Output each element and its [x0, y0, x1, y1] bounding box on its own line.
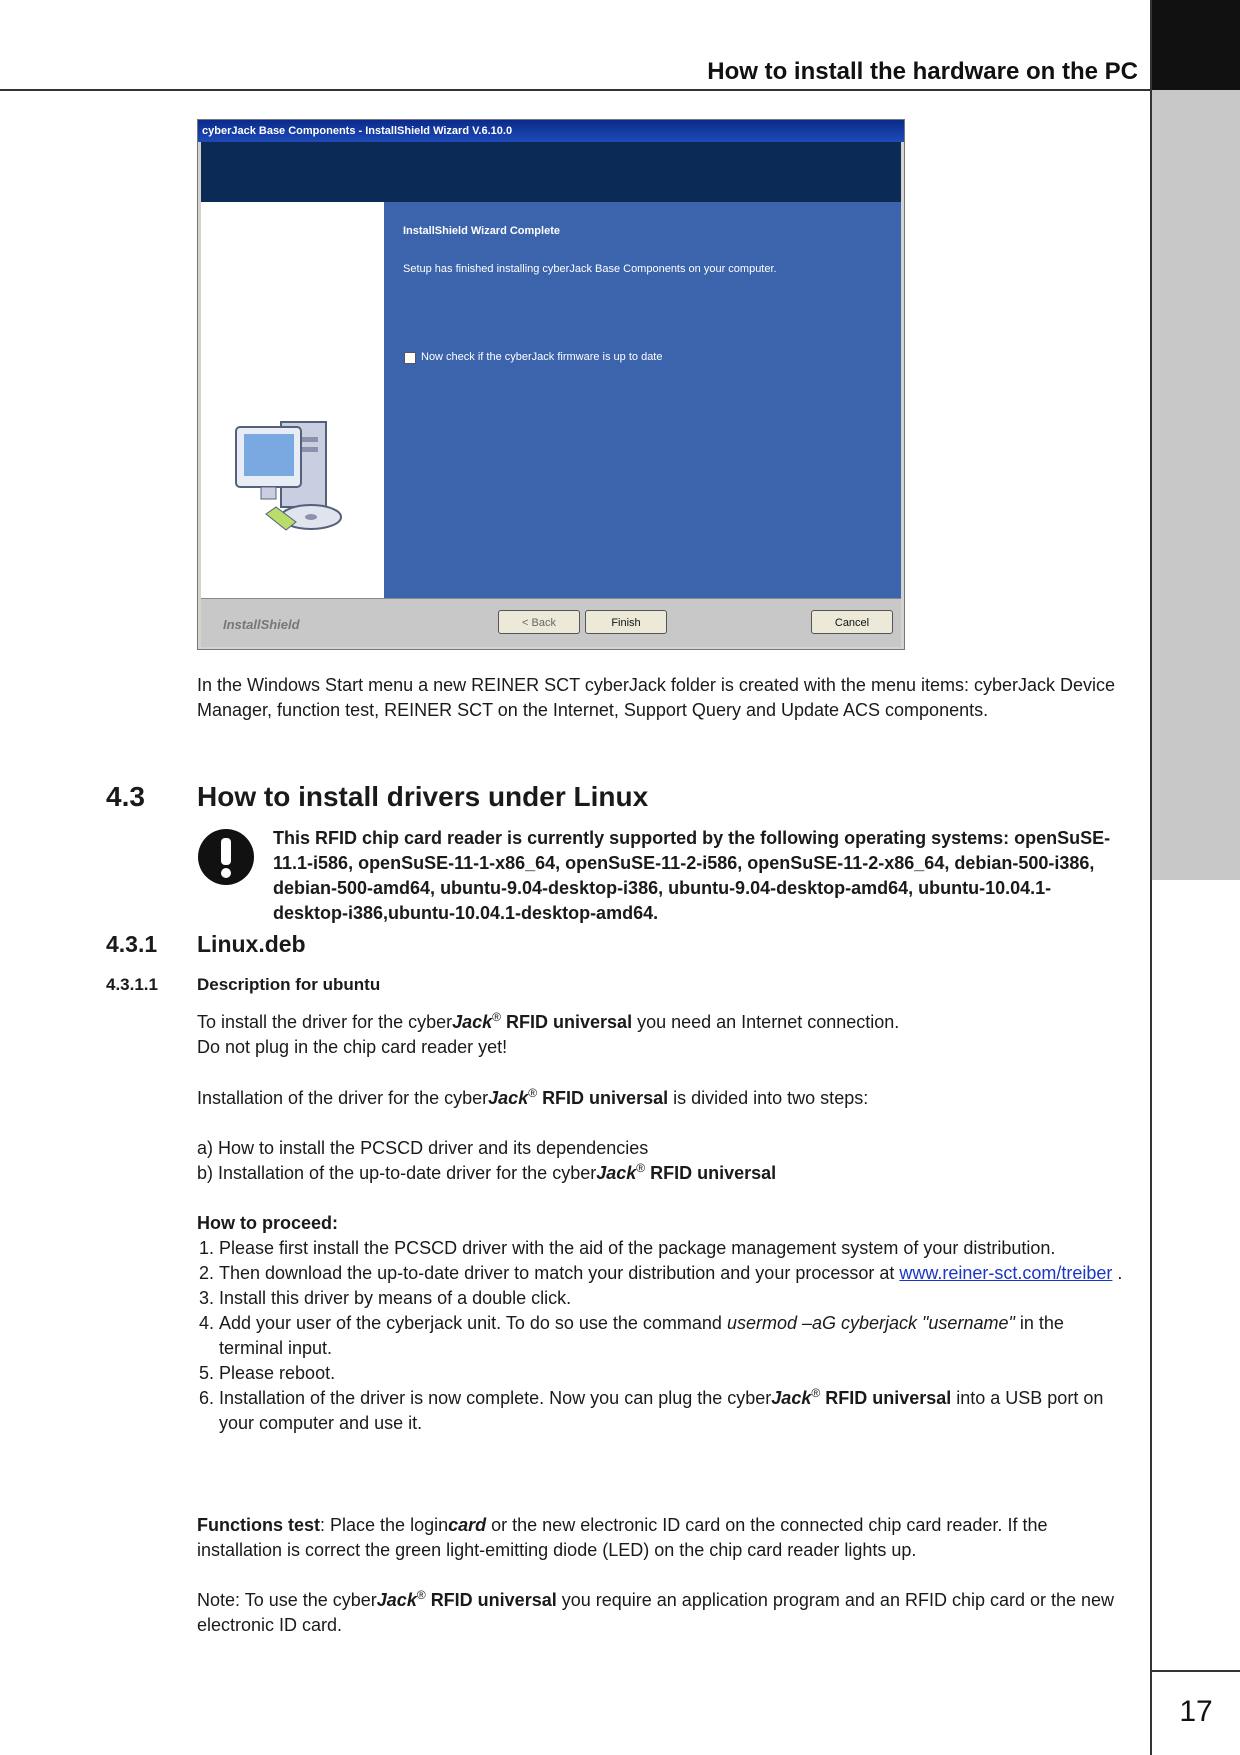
- sidebar-tab-black: [1152, 0, 1240, 90]
- subsection-title: Linux.deb: [197, 931, 306, 957]
- wizard-heading: InstallShield Wizard Complete: [403, 225, 560, 237]
- page-number: 17: [1179, 1695, 1213, 1728]
- proceed-section: [197, 1211, 1127, 1436]
- list-item: 2. Then download the up-to-date driver to match your distribution and your processor at www.reiner-sct.com/treiber .: [219, 1261, 1127, 1286]
- installer-screenshot: [197, 119, 905, 650]
- subsubsection-title: Description for ubuntu: [197, 975, 381, 994]
- functions-test-paragraph: Functions test: Place the logincard or the new electronic ID card on the connected chip card reader. If the installation is correct the green light-emitting diode (LED) on the chip card reader lights up.: [197, 1515, 1048, 1560]
- list-item: 6. Installation of the driver is now complete. Now you can plug the cyberJack® RFID universal into a USB port on your computer and use it.: [219, 1386, 1127, 1436]
- cancel-button[interactable]: Cancel: [811, 610, 893, 634]
- proceed-list: [197, 1236, 1127, 1436]
- wizard-main-panel: [384, 202, 901, 598]
- window-titlebar: cyberJack Base Components - InstallShield Wizard V.6.10.0: [198, 120, 904, 142]
- firmware-check-checkbox[interactable]: [404, 352, 416, 364]
- os-support-warning: This RFID chip card reader is currently supported by the following operating systems: openSuSE-11.1-i586, openSuSE-11-1-x86_64, openSuSE-11-2-i586, openSuSE-11-2-x86_64, debian-500-i386, debian-500-amd64, ubuntu-9.04-desktop-i386, ubuntu-9.04-desktop-amd64, ubuntu-10.04.1-desktop-i386,ubuntu-10.04.1-desktop-amd64.: [273, 828, 1111, 923]
- step-a: a) How to install the PCSCD driver and its dependencies: [197, 1138, 649, 1158]
- installshield-logo: InstallShield: [223, 617, 300, 632]
- sidebar-tab-grey: [1152, 90, 1240, 880]
- finish-button[interactable]: Finish: [585, 610, 667, 634]
- wizard-description: Setup has finished installing cyberJack Base Components on your computer.: [403, 263, 777, 275]
- proceed-heading: How to proceed:: [197, 1213, 339, 1233]
- section-title: How to install drivers under Linux: [197, 781, 649, 812]
- paragraph-two-steps: Installation of the driver for the cyberJack® RFID universal is divided into two steps:: [197, 1086, 869, 1108]
- computer-icon: [226, 412, 356, 542]
- list-item: 3. Install this driver by means of a double click.: [219, 1286, 1127, 1311]
- subsubsection-number: 4.3.1.1: [106, 975, 158, 994]
- page-header-title: How to install the hardware on the PC: [707, 58, 1138, 85]
- page-number-divider: [1152, 1670, 1240, 1672]
- wizard-side-panel: [201, 202, 384, 598]
- back-button[interactable]: < Back: [498, 610, 580, 634]
- sidebar-rule: [1150, 0, 1152, 1755]
- step-b: b) Installation of the up-to-date driver for the cyberJack® RFID universal: [197, 1161, 777, 1183]
- firmware-check-label[interactable]: Now check if the cyberJack firmware is up to date: [421, 351, 663, 363]
- section-number: 4.3: [106, 781, 145, 812]
- wizard-banner: [201, 142, 901, 202]
- intro-paragraph: In the Windows Start menu a new REINER SCT cyberJack folder is created with the menu items: cyberJack Device Manager, function test, REINER SCT on the Internet, Support Query and Update ACS components.: [197, 675, 1116, 720]
- note-paragraph: Note: To use the cyberJack® RFID universal you require an application program and an RFID chip card or the new electronic ID card.: [197, 1588, 1115, 1635]
- driver-download-link[interactable]: www.reiner-sct.com/treiber: [899, 1263, 1113, 1283]
- list-item: 1. Please first install the PCSCD driver with the aid of the package management system of your distribution.: [219, 1236, 1127, 1261]
- header-divider: [0, 89, 1152, 91]
- list-item: 5. Please reboot.: [219, 1361, 1127, 1386]
- subsection-number: 4.3.1: [106, 931, 158, 957]
- paragraph-internet: To install the driver for the cyberJack® RFID universal you need an Internet connection. Do not plug in the chip card reader yet!: [197, 1010, 900, 1057]
- warning-icon: [197, 828, 255, 886]
- list-item: 4. Add your user of the cyberjack unit. To do so use the command usermod –aG cyberjack "username" in the terminal input.: [219, 1311, 1127, 1361]
- steps-list: [197, 1136, 1127, 1186]
